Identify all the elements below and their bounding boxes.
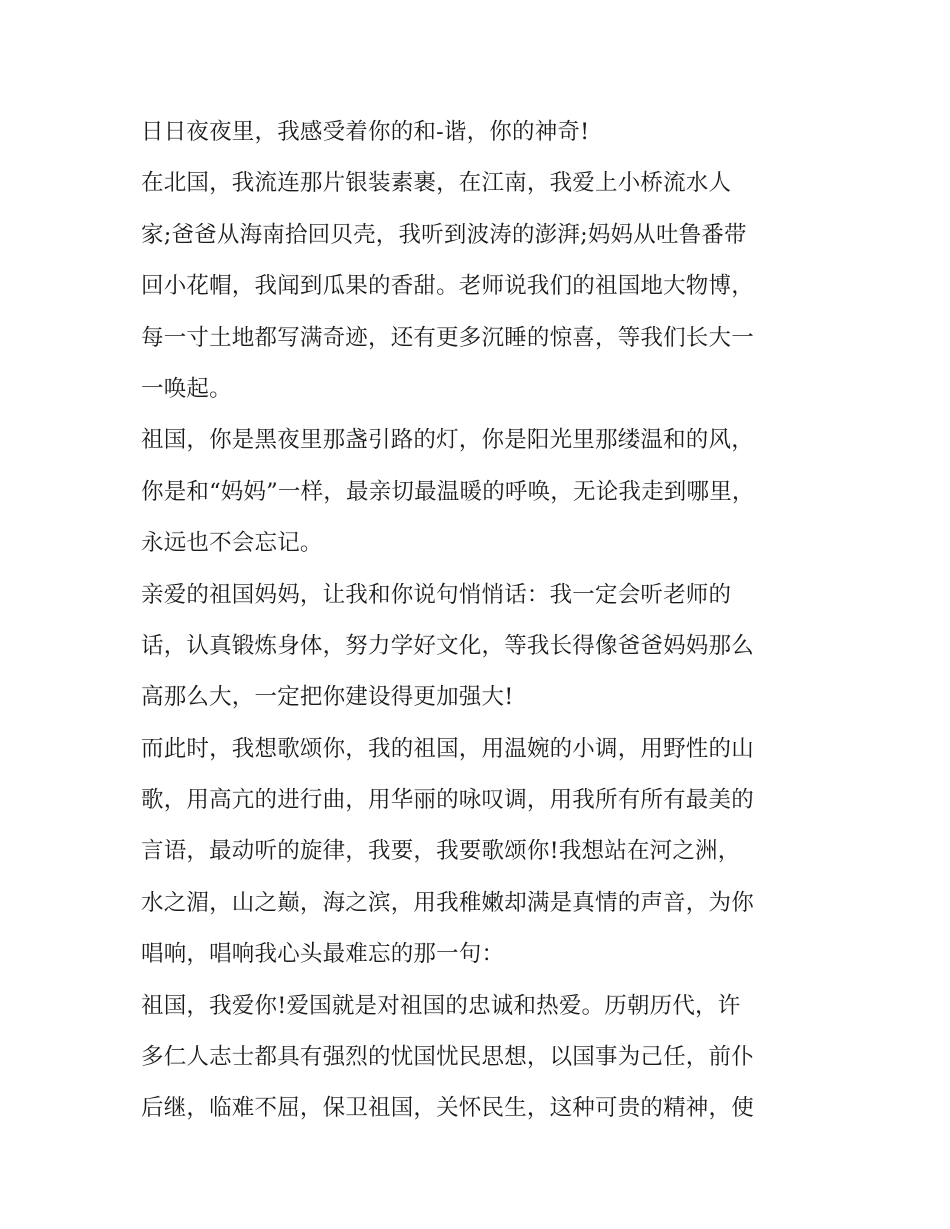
text-line: 一唤起。 [141, 375, 232, 402]
text-line: 而此时，我想歌颂你，我的祖国，用温婉的小调，用野性的山 [141, 735, 754, 762]
text-line: 你是和“妈妈”一样，最亲切最温暖的呼唤，无论我走到哪里， [141, 478, 755, 505]
text-line: 祖国，你是黑夜里那盏引路的灯，你是阳光里那缕温和的风， [141, 427, 754, 454]
text-line: 日日夜夜里，我感受着你的和-谐，你的神奇! [141, 119, 590, 145]
text-line: 亲爱的祖国妈妈，让我和你说句悄悄话：我一定会听老师的 [141, 581, 732, 608]
text-line: 在北国，我流连那片银装素裹，在江南，我爱上小桥流水人 [141, 170, 732, 197]
text-line: 永远也不会忘记。 [141, 530, 323, 557]
text-line: 话，认真锻炼身体，努力学好文化，等我长得像爸爸妈妈那么 [141, 632, 754, 659]
text-line: 每一寸土地都写满奇迹，还有更多沉睡的惊喜，等我们长大一 [141, 324, 754, 351]
text-line: 回小花帽，我闻到瓜果的香甜。老师说我们的祖国地大物博， [141, 273, 754, 300]
text-line: 歌，用高亢的进行曲，用华丽的咏叹调，用我所有所有最美的 [141, 787, 754, 814]
text-line: 高那么大，一定把你建设得更加强大! [141, 684, 514, 711]
text-line: 家;爸爸从海南拾回贝壳，我听到波涛的澎湃;妈妈从吐鲁番带 [141, 221, 747, 248]
text-line: 祖国，我爱你!爱国就是对祖国的忠诚和热爱。历朝历代，许 [141, 992, 741, 1019]
text-line: 多仁人志士都具有强烈的忧国忧民思想，以国事为己任，前仆 [141, 1044, 754, 1071]
text-line: 言语，最动听的旋律，我要，我要歌颂你!我想站在河之洲， [141, 838, 741, 865]
text-line: 后继，临难不屈，保卫祖国，关怀民生，这种可贵的精神，使 [141, 1095, 754, 1122]
body-text [141, 107, 821, 1135]
text-line: 水之湄，山之巅，海之滨，用我稚嫩却满是真情的声音，为你 [141, 889, 754, 916]
text-line: 唱响，唱响我心头最难忘的那一句： [141, 941, 505, 968]
